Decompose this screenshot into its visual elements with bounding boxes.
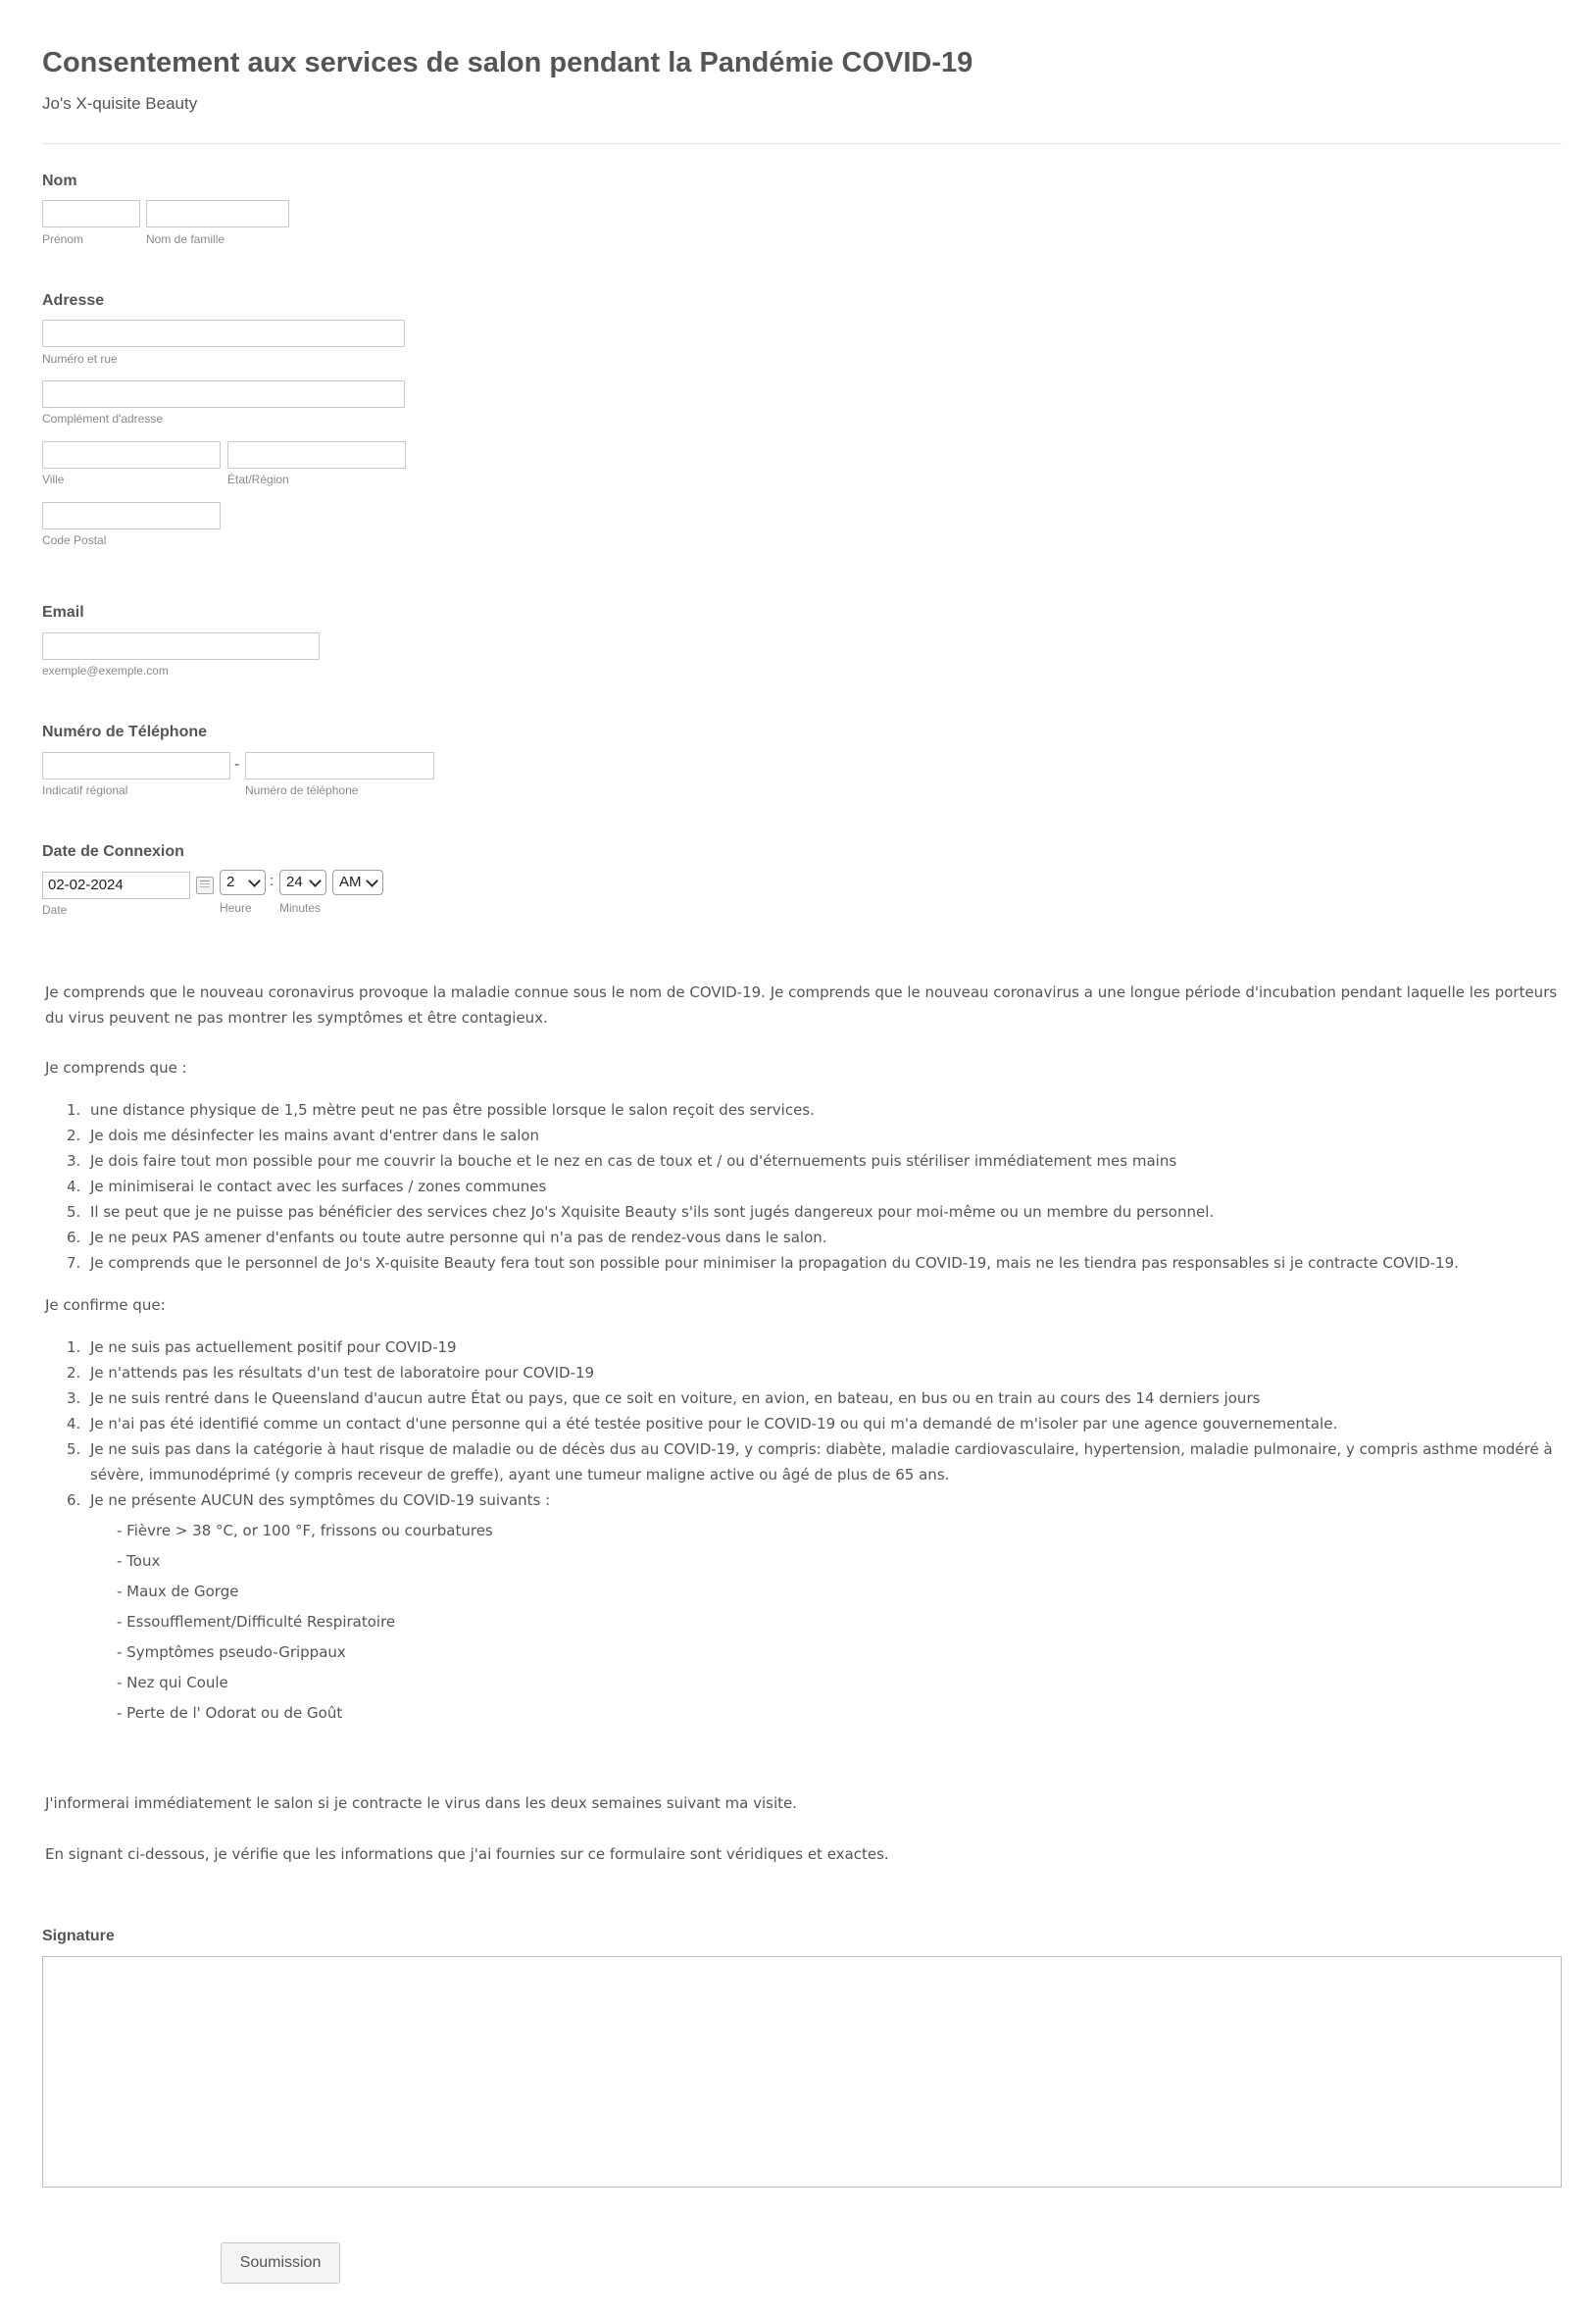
submit-button[interactable]: Soumission xyxy=(221,2242,340,2284)
list-item: 2. Je dois me désinfecter les mains avant d'entrer dans le salon xyxy=(67,1127,540,1144)
form-title: Consentement aux services de salon pendant la Pandémie COVID-19 xyxy=(42,47,973,78)
ampm-select[interactable] xyxy=(332,870,383,895)
list-item: 5. Je ne suis pas dans la catégorie à haut risque de maladie ou de décès dus au COVID-19, y compris: diabète, maladie cardiovasculaire, hypertension, maladie pulmonaire, y compris asthme modéré à sévère, immunodéprimé (y compris receveur de greffe), ayant une tumeur maligne active ou âgé de plus de 65 ans. xyxy=(67,1440,1553,1484)
hour-sublabel: Heure xyxy=(220,901,252,915)
minute-select[interactable] xyxy=(279,870,326,895)
inform-paragraph: J'informerai immédiatement le salon si je contracte le virus dans les deux semaines suivant ma visite. xyxy=(45,1794,797,1812)
confirm-list xyxy=(45,1334,1560,1513)
list-item: 4. Je minimiserai le contact avec les surfaces / zones communes xyxy=(67,1178,547,1195)
minute-sublabel: Minutes xyxy=(279,901,322,915)
understand-list xyxy=(45,1097,1560,1276)
city-sublabel: Ville xyxy=(42,473,65,486)
date-input[interactable]: 02-02-2024 xyxy=(42,872,190,899)
date-sublabel: Date xyxy=(42,903,68,917)
verify-paragraph: En signant ci-dessous, je vérifie que les informations que j'ai fournies sur ce formulaire sont véridiques et exactes. xyxy=(45,1845,889,1863)
name-label: Nom xyxy=(42,173,77,189)
symptom-item: - Maux de Gorge xyxy=(117,1583,239,1600)
list-item: 1. une distance physique de 1,5 mètre peut ne pas être possible lorsque le salon reçoit des services. xyxy=(67,1101,815,1119)
signature-pad[interactable] xyxy=(42,1956,1562,2188)
phone-separator: - xyxy=(234,756,240,773)
list-item: 6. Je ne présente AUCUN des symptômes du COVID-19 suivants : xyxy=(67,1491,551,1509)
email-sublabel: exemple@exemple.com xyxy=(42,664,169,678)
symptom-item: - Fièvre > 38 °C, or 100 °F, frissons ou courbatures xyxy=(117,1522,493,1539)
symptom-item: - Essoufflement/Difficulté Respiratoire xyxy=(117,1613,396,1631)
chevron-down-icon xyxy=(309,875,322,887)
first-name-input[interactable] xyxy=(42,200,140,227)
list-item: 3. Je dois faire tout mon possible pour me couvrir la bouche et le nez en cas de toux et / ou d'éternuements puis stériliser immédiatement mes mains xyxy=(67,1152,1177,1170)
address-label: Adresse xyxy=(42,292,105,309)
list-item: 3. Je ne suis rentré dans le Queensland d'aucun autre État ou pays, que ce soit en voiture, en avion, en bateau, en bus ou en train au cours des 14 derniers jours xyxy=(67,1389,1261,1407)
area-code-input[interactable] xyxy=(42,752,230,780)
state-input[interactable] xyxy=(227,441,406,469)
symptom-item: - Nez qui Coule xyxy=(117,1674,228,1691)
confirm-heading: Je confirme que: xyxy=(45,1296,166,1314)
first-name-sublabel: Prénom xyxy=(42,232,84,246)
header-divider xyxy=(42,143,1562,144)
last-name-input[interactable] xyxy=(146,200,289,227)
list-item: 4. Je n'ai pas été identifié comme un contact d'une personne qui a été testée positive pour le COVID-19 ou qui m'a demandé de m'isoler par une agence gouvernementale. xyxy=(67,1415,1338,1433)
email-label: Email xyxy=(42,604,84,621)
list-item: 7. Je comprends que le personnel de Jo's X-quisite Beauty fera tout son possible pour minimiser la propagation du COVID-19, mais ne les tiendra pas responsables si je contracte COVID-19. xyxy=(67,1254,1459,1272)
phone-number-input[interactable] xyxy=(245,752,434,780)
city-input[interactable] xyxy=(42,441,221,469)
address-line2-input[interactable] xyxy=(42,380,405,408)
calendar-icon[interactable] xyxy=(196,877,214,894)
symptom-list xyxy=(117,1516,1489,1729)
list-item: 5. Il se peut que je ne puisse pas bénéficier des services chez Jo's Xquisite Beauty s'ils sont jugés dangereux pour moi-même ou un membre du personnel. xyxy=(67,1203,1215,1221)
datetime-label: Date de Connexion xyxy=(42,843,184,860)
hour-select[interactable] xyxy=(220,870,266,895)
chevron-down-icon xyxy=(366,875,378,887)
phone-number-sublabel: Numéro de téléphone xyxy=(245,783,359,797)
chevron-down-icon xyxy=(248,875,261,887)
understand-heading: Je comprends que : xyxy=(45,1059,187,1077)
state-sublabel: État/Région xyxy=(227,473,289,486)
minute-value: 24 xyxy=(286,874,303,890)
list-item: 1. Je ne suis pas actuellement positif pour COVID-19 xyxy=(67,1338,457,1356)
zip-input[interactable] xyxy=(42,502,221,529)
street-sublabel: Numéro et rue xyxy=(42,352,118,366)
hour-value: 2 xyxy=(226,874,235,890)
address-line2-sublabel: Complément d'adresse xyxy=(42,412,164,426)
last-name-sublabel: Nom de famille xyxy=(146,232,225,246)
symptom-item: - Symptômes pseudo-Grippaux xyxy=(117,1643,346,1661)
ampm-value: AM xyxy=(339,874,362,890)
intro-paragraph: Je comprends que le nouveau coronavirus provoque la maladie connue sous le nom de COVID-19. Je comprends que le nouveau coronavirus a une longue période d'incubation pendant laquelle les porteurs du virus peuvent ne pas montrer les symptômes et être contagieux. xyxy=(45,983,1558,1027)
time-colon: : xyxy=(270,873,274,889)
consent-text xyxy=(45,980,1560,1513)
list-item: 6. Je ne peux PAS amener d'enfants ou toute autre personne qui n'a pas de rendez-vous dans le salon. xyxy=(67,1229,827,1246)
symptom-item: - Perte de l' Odorat ou de Goût xyxy=(117,1704,343,1722)
zip-sublabel: Code Postal xyxy=(42,533,107,547)
symptom-item: - Toux xyxy=(117,1552,161,1570)
email-input[interactable] xyxy=(42,632,320,660)
area-code-sublabel: Indicatif régional xyxy=(42,783,128,797)
form-subtitle: Jo's X-quisite Beauty xyxy=(42,94,198,113)
phone-label: Numéro de Téléphone xyxy=(42,724,208,740)
street-input[interactable] xyxy=(42,320,405,347)
list-item: 2. Je n'attends pas les résultats d'un test de laboratoire pour COVID-19 xyxy=(67,1364,595,1382)
signature-label: Signature xyxy=(42,1928,115,1944)
